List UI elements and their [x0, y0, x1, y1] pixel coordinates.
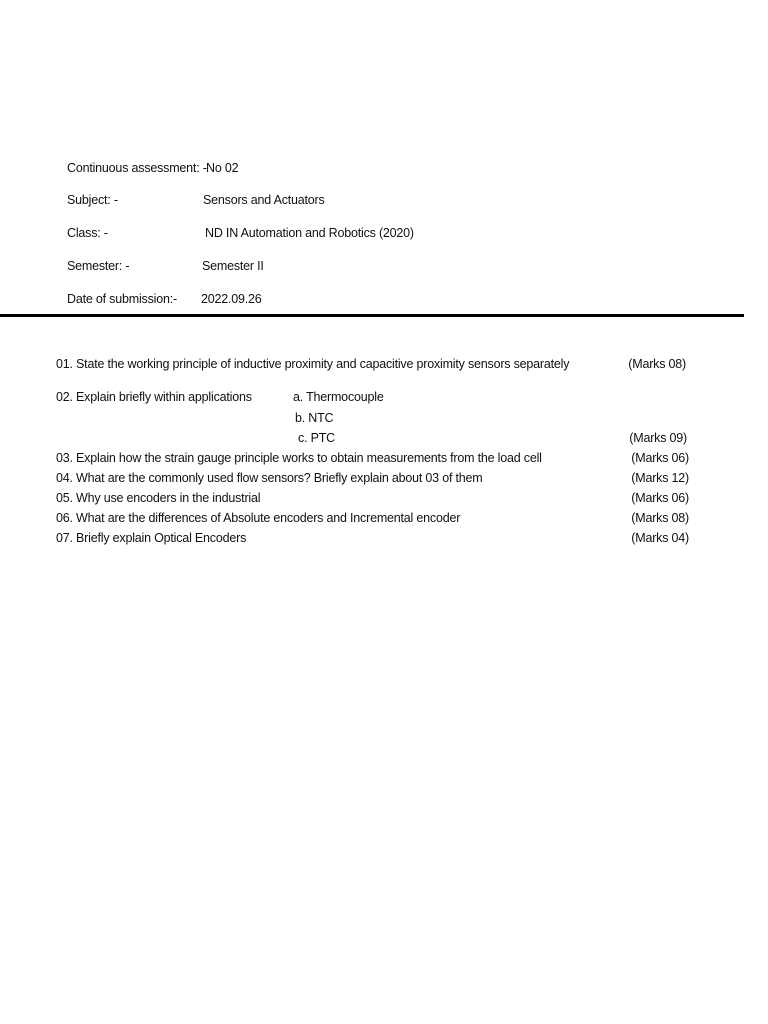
question-6: 06. What are the differences of Absolute encoders and Incremental encoder [56, 511, 461, 525]
assessment-label: Continuous assessment: - [67, 161, 207, 175]
submission-label: Date of submission:- [67, 292, 177, 306]
question-1-marks: (Marks 08) [628, 357, 686, 371]
class-label: Class: - [67, 226, 108, 240]
question-3-marks: (Marks 06) [631, 451, 689, 465]
question-5: 05. Why use encoders in the industrial [56, 491, 261, 505]
question-2-sub-c: c. PTC [298, 431, 335, 445]
question-2-sub-a: a. Thermocouple [293, 390, 384, 404]
question-5-marks: (Marks 06) [631, 491, 689, 505]
question-2-sub-b: b. NTC [295, 411, 334, 425]
question-7: 07. Briefly explain Optical Encoders [56, 531, 247, 545]
class-value: ND IN Automation and Robotics (2020) [205, 226, 414, 240]
question-1: 01. State the working principle of inductive proximity and capacitive proximity sensors separately [56, 357, 570, 371]
semester-value: Semester II [202, 259, 264, 273]
question-4-marks: (Marks 12) [631, 471, 689, 485]
question-3: 03. Explain how the strain gauge principle works to obtain measurements from the load cell [56, 451, 542, 465]
subject-label: Subject: - [67, 193, 118, 207]
submission-date: 2022.09.26 [201, 292, 262, 306]
question-2-marks: (Marks 09) [629, 431, 687, 445]
semester-label: Semester: - [67, 259, 130, 273]
assessment-value: No 02 [206, 161, 239, 175]
question-7-marks: (Marks 04) [631, 531, 689, 545]
header-divider [0, 314, 744, 317]
subject-value: Sensors and Actuators [203, 193, 325, 207]
question-2: 02. Explain briefly within applications [56, 390, 252, 404]
question-6-marks: (Marks 08) [631, 511, 689, 525]
question-4: 04. What are the commonly used flow sensors? Briefly explain about 03 of them [56, 471, 483, 485]
